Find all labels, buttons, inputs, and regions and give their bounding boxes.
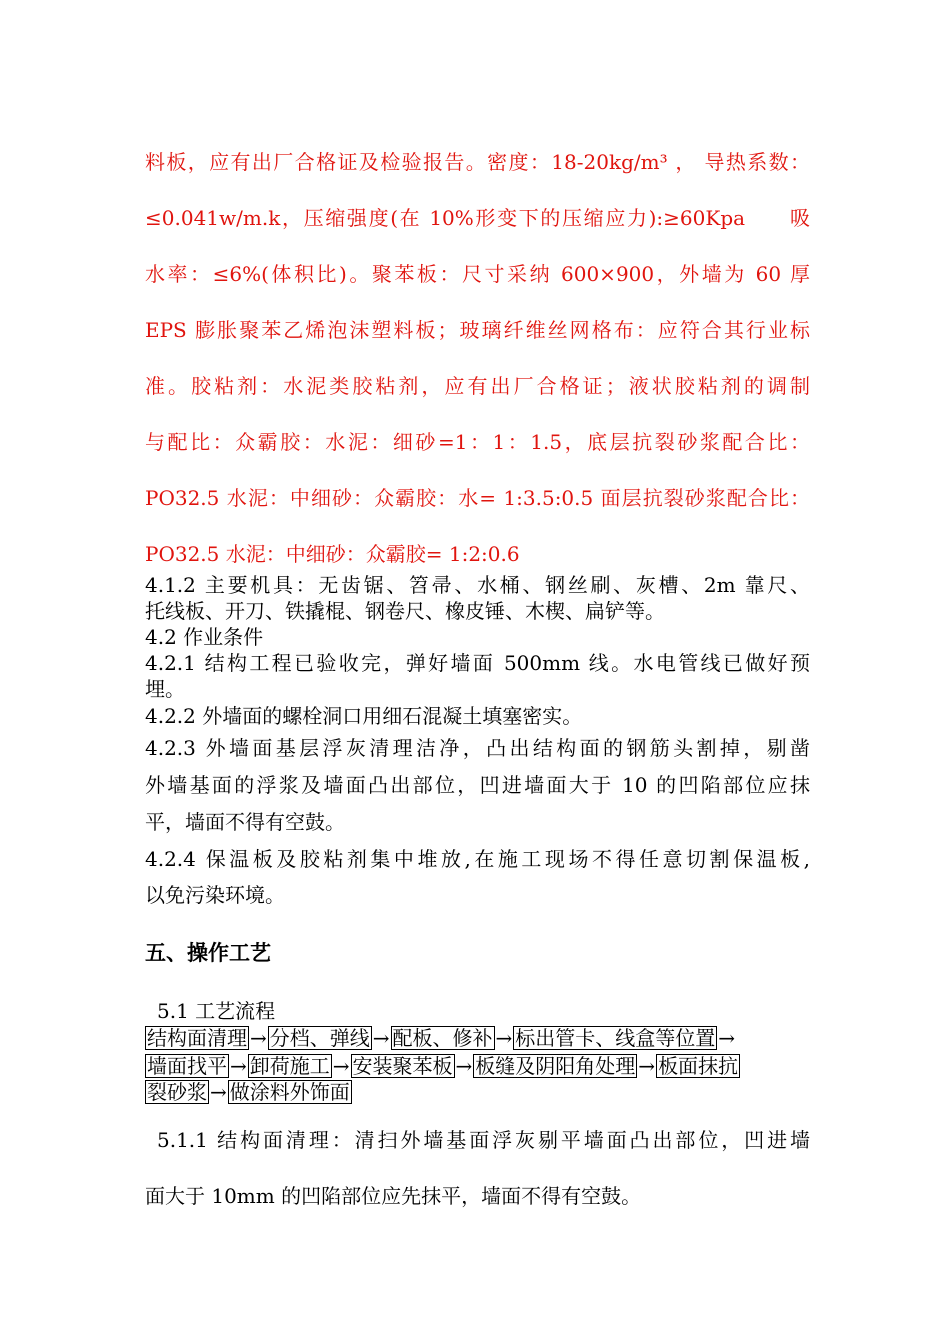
flow-arrow: → xyxy=(372,1026,390,1050)
flow-arrow: → xyxy=(210,1080,227,1104)
flow-arrow: → xyxy=(495,1026,513,1050)
flow-step-7: 安装聚苯板 xyxy=(352,1054,453,1078)
flow-arrow: → xyxy=(230,1054,247,1078)
condition-423-line-1: 4.2.3 外墙面基层浮灰清理洁净，凸出结构面的钢筋头割掉，剔凿 xyxy=(145,736,810,760)
condition-421-line-1: 4.2.1 结构工程已验收完，弹好墙面 500mm 线。水电管线已做好预 xyxy=(145,651,810,675)
materials-line-3: 水率：≤6%(体积比)。聚苯板：尺寸采纳 600×900，外墙为 60 厚 xyxy=(145,262,810,286)
flow-step-8: 板缝及阴阳角处理 xyxy=(475,1054,636,1078)
process-flow-row-2 xyxy=(145,1052,810,1080)
tools-line-1: 4.1.2 主要机具：无齿锯、笤帚、水桶、钢丝刷、灰槽、2m 靠尺、 xyxy=(145,573,810,597)
materials-line-1: 料板，应有出厂合格证及检验报告。密度：18-20kg/m³ ， 导热系数： xyxy=(145,150,810,174)
materials-line-5: 准。胶粘剂：水泥类胶粘剂，应有出厂合格证；液状胶粘剂的调制 xyxy=(145,374,810,398)
step-511-line-2: 面大于 10mm 的凹陷部位应先抹平，墙面不得有空鼓。 xyxy=(145,1184,642,1208)
flow-step-1: 结构面清理 xyxy=(147,1026,247,1050)
flow-step-6: 卸荷施工 xyxy=(249,1054,330,1078)
conditions-title: 4.2 作业条件 xyxy=(145,625,264,649)
condition-422: 4.2.2 外墙面的螺栓洞口用细石混凝土填塞密实。 xyxy=(145,704,583,728)
subsection-title: 5.1 工艺流程 xyxy=(157,999,276,1023)
condition-424-line-1: 4.2.4 保温板及胶粘剂集中堆放,在施工现场不得任意切割保温板, xyxy=(145,847,810,871)
flow-step-9: 板面抹抗 xyxy=(658,1054,739,1078)
condition-423-line-3: 平，墙面不得有空鼓。 xyxy=(145,810,345,834)
section-heading: 五、操作工艺 xyxy=(145,940,271,965)
tools-line-2: 托线板、开刀、铁撬棍、钢卷尺、橡皮锤、木楔、扁铲等。 xyxy=(145,599,665,623)
flow-step-10: 做涂料外饰面 xyxy=(229,1080,350,1104)
materials-line-2: ≤0.041w/m.k，压缩强度(在 10%形变下的压缩应力):≥60Kpa 吸 xyxy=(145,206,810,230)
process-flow-row-1 xyxy=(145,1024,810,1052)
flow-step-3: 配板、修补 xyxy=(392,1026,493,1050)
flow-step-9-cont: 裂砂浆 xyxy=(147,1080,207,1104)
flow-arrow: → xyxy=(455,1054,473,1078)
materials-line-7: PO32.5 水泥：中细砂：众霸胶：水= 1:3.5:0.5 面层抗裂砂浆配合比： xyxy=(145,486,810,510)
flow-step-2: 分档、弹线 xyxy=(269,1026,370,1050)
condition-421-line-2: 埋。 xyxy=(145,677,185,701)
materials-line-6: 与配比：众霸胶：水泥：细砂=1：1：1.5，底层抗裂砂浆配合比： xyxy=(145,430,810,454)
flow-step-5: 墙面找平 xyxy=(147,1054,227,1078)
flow-arrow: → xyxy=(718,1026,736,1050)
step-511-line-1: 5.1.1 结构面清理：清扫外墙基面浮灰剔平墙面凸出部位，凹进墙 xyxy=(157,1128,810,1152)
flow-arrow: → xyxy=(250,1026,267,1050)
flow-arrow: → xyxy=(332,1054,350,1078)
materials-line-4: EPS 膨胀聚苯乙烯泡沫塑料板；玻璃纤维丝网格布：应符合其行业标 xyxy=(145,318,810,342)
process-flow-row-3 xyxy=(145,1078,810,1106)
condition-424-line-2: 以免污染环境。 xyxy=(145,883,285,907)
flow-step-4: 标出管卡、线盒等位置 xyxy=(515,1026,716,1050)
flow-arrow: → xyxy=(638,1054,656,1078)
condition-423-line-2: 外墙基面的浮浆及墙面凸出部位，凹进墙面大于 10 的凹陷部位应抹 xyxy=(145,773,810,797)
materials-line-8: PO32.5 水泥：中细砂：众霸胶= 1:2:0.6 xyxy=(145,542,520,566)
